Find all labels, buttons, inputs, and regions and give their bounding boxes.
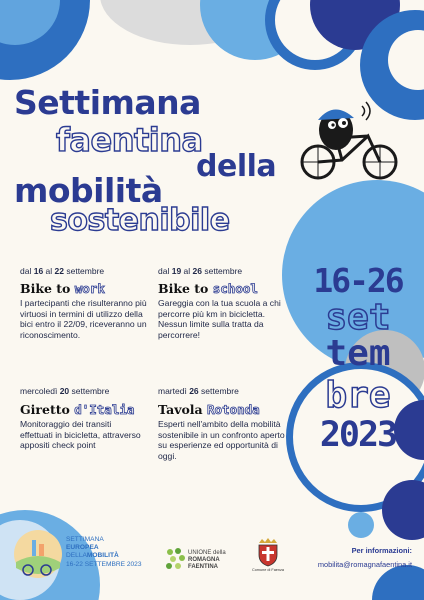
event-4-title: Tavola Rotonda: [158, 402, 260, 417]
event-3-description: Monitoraggio dei transiti effettuati in bicicletta, attraverso appositi check point: [20, 419, 141, 451]
big-date-year: 2023: [319, 415, 397, 455]
event-3-date: mercoledì 20 settembre: [20, 386, 110, 396]
title-line5: sostenibile: [50, 203, 230, 238]
title-line3: della: [196, 149, 277, 184]
big-date-month-part3: bre: [325, 375, 391, 416]
event-3-title: Giretto d'Italia: [20, 402, 135, 417]
event-1-description: I partecipanti che risulteranno più virtuosi in termini di utilizzo della bici entro il 22/09, riceveranno un riconoscimento.: [20, 298, 147, 340]
european-mobility-week-logo: [12, 528, 64, 580]
event-2-date: dal 19 al 26 settembre: [158, 266, 243, 276]
info-label: Per informazioni:: [351, 546, 412, 555]
unione-romagna-faentina-text: UNIONE della ROMAGNA FAENTINA: [188, 550, 226, 571]
comune-di-faenza-crest: [256, 537, 280, 567]
european-mobility-week-text: SETTIMANA EUROPEA DELLAMOBILITÀ 16-22 SETTEMBRE 2023: [66, 536, 142, 568]
event-1-title: Bike to work: [20, 281, 105, 296]
info-email-link[interactable]: mobilita@romagnafaentina.it: [317, 560, 412, 569]
event-2-description: Gareggia con la tua scuola a chi percorre più km in bicicletta. Nessun limite sulla tratta da percorrere!: [158, 298, 281, 340]
event-4-description: Esperti nell'ambito della mobilità sostenibile in un confronto aperto su esperienze ed opportunità di oggi.: [158, 419, 285, 461]
comune-di-faenza-label: Comune di Faenza: [251, 568, 285, 572]
event-4-date: martedì 26 settembre: [158, 386, 239, 396]
cyclist-mascot-illustration: [296, 92, 402, 182]
big-date-month-part2: tem: [325, 333, 391, 374]
event-2-title: Bike to school: [158, 281, 258, 296]
big-date-month-part1: set: [325, 297, 391, 338]
big-date-range: 16-26: [313, 261, 403, 300]
title-line1: Settimana: [14, 83, 201, 122]
decor-circle: [348, 512, 374, 538]
title-line4: mobilità: [14, 171, 163, 210]
title-line2: faentina: [56, 121, 203, 159]
decor-circle: [372, 565, 424, 600]
unione-romagna-faentina-logo: [164, 546, 188, 572]
event-1-date: dal 16 al 22 settembre: [20, 266, 105, 276]
